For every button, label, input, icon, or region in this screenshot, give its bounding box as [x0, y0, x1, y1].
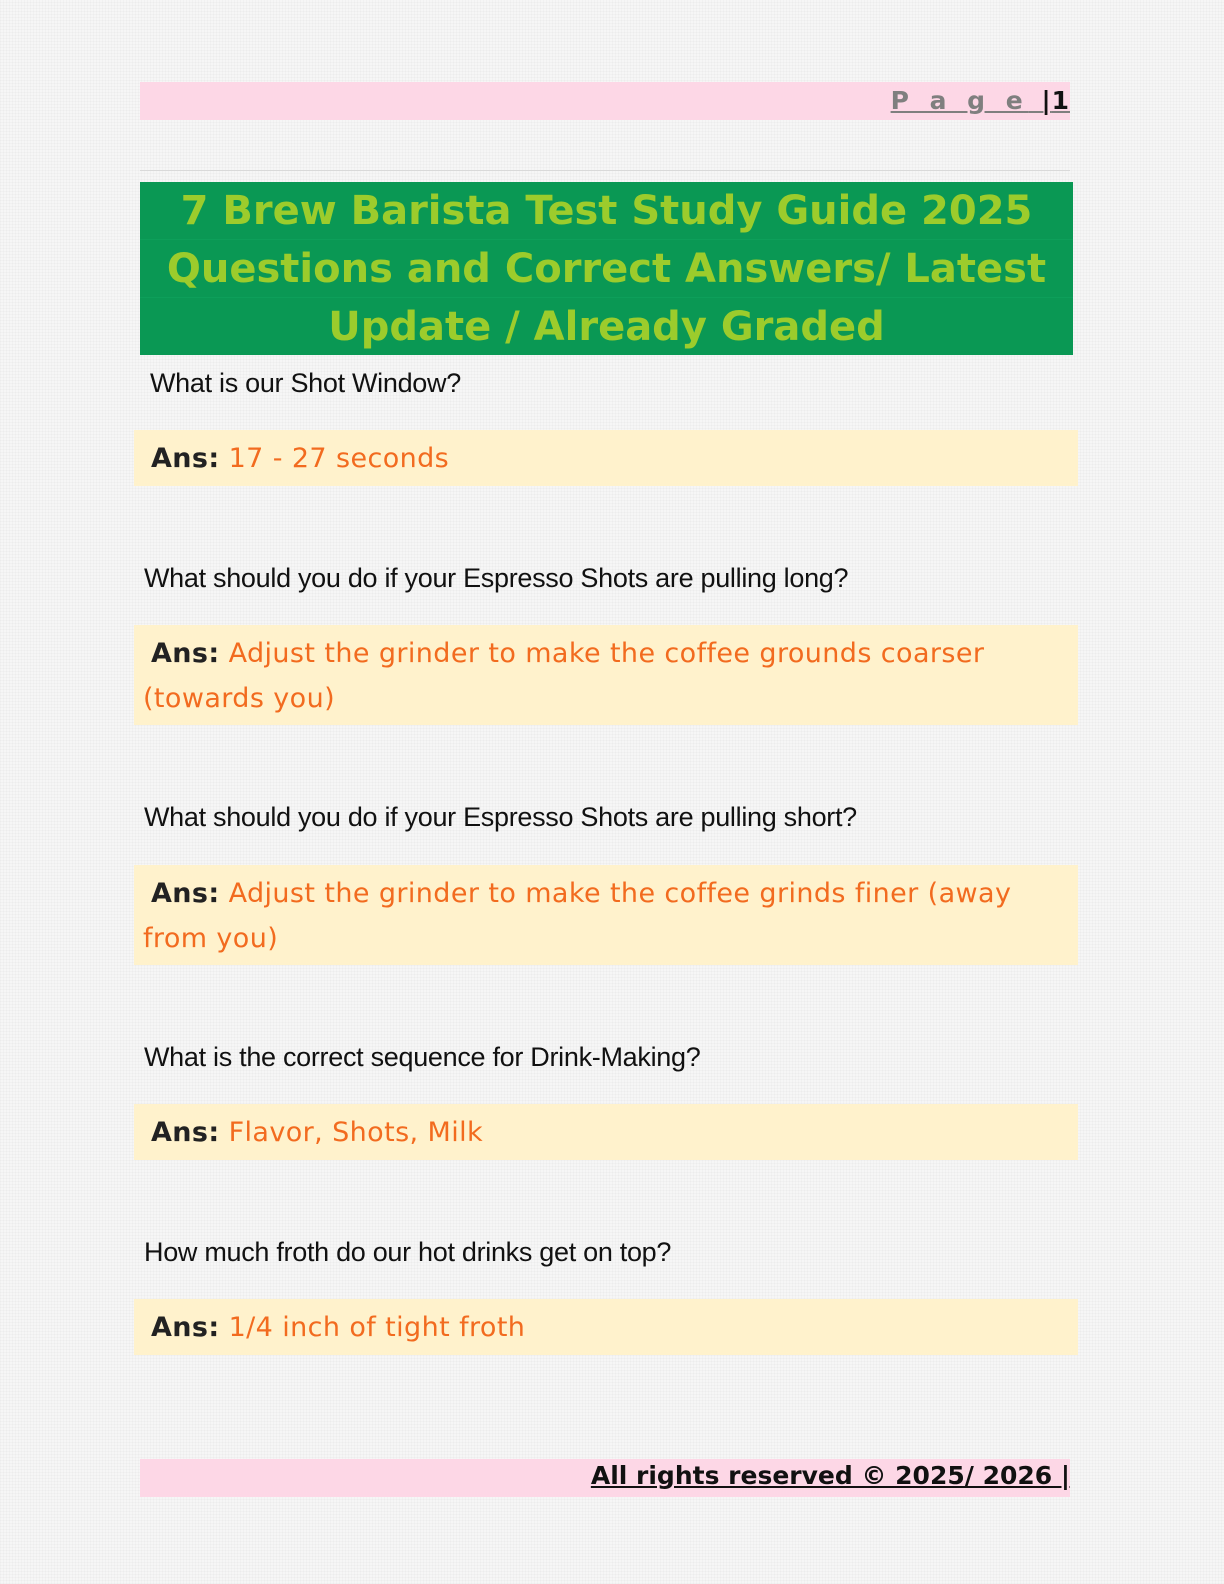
question-1: What is our Shot Window?	[150, 368, 461, 398]
page-number-label	[891, 86, 1070, 115]
answer-3	[134, 865, 1078, 965]
ans-label: Ans:	[151, 638, 220, 669]
title-line-2: Questions and Correct Answers/ Latest	[140, 240, 1073, 298]
title-line-1: 7 Brew Barista Test Study Guide 2025	[140, 182, 1073, 240]
question-3: What should you do if your Espresso Shots are pulling short?	[144, 802, 857, 832]
ans-label: Ans:	[151, 443, 220, 474]
answer-2	[134, 625, 1078, 725]
page-number-value: 1	[1051, 86, 1070, 115]
ans-label: Ans:	[151, 1312, 220, 1343]
page-separator: |	[1041, 86, 1052, 115]
question-4: What is the correct sequence for Drink-Making?	[144, 1042, 701, 1072]
title-line-3: Update / Already Graded	[328, 304, 885, 350]
header-divider	[140, 170, 1070, 171]
answer-text: Adjust the grinder to make the coffee grounds coarser (towards you)	[143, 638, 985, 714]
ans-label: Ans:	[151, 1117, 220, 1148]
page-header	[140, 82, 1070, 120]
question-2: What should you do if your Espresso Shots are pulling long?	[144, 563, 849, 593]
page-footer	[140, 1459, 1070, 1497]
answer-4	[134, 1104, 1078, 1160]
answer-text: Adjust the grinder to make the coffee grinds finer (away from you)	[143, 878, 1012, 954]
answer-1	[134, 430, 1078, 486]
ans-label: Ans:	[151, 878, 220, 909]
page-number	[1041, 86, 1070, 115]
answer-text: 17 - 27 seconds	[228, 443, 450, 474]
answer-5	[134, 1299, 1078, 1355]
answer-text: 1/4 inch of tight froth	[228, 1312, 526, 1343]
question-5: How much froth do our hot drinks get on top?	[144, 1237, 672, 1267]
answer-text: Flavor, Shots, Milk	[228, 1117, 484, 1148]
copyright-notice: All rights reserved © 2025/ 2026 |	[590, 1461, 1070, 1490]
page-word: P a g e	[890, 86, 1029, 115]
document-title	[140, 182, 1073, 355]
